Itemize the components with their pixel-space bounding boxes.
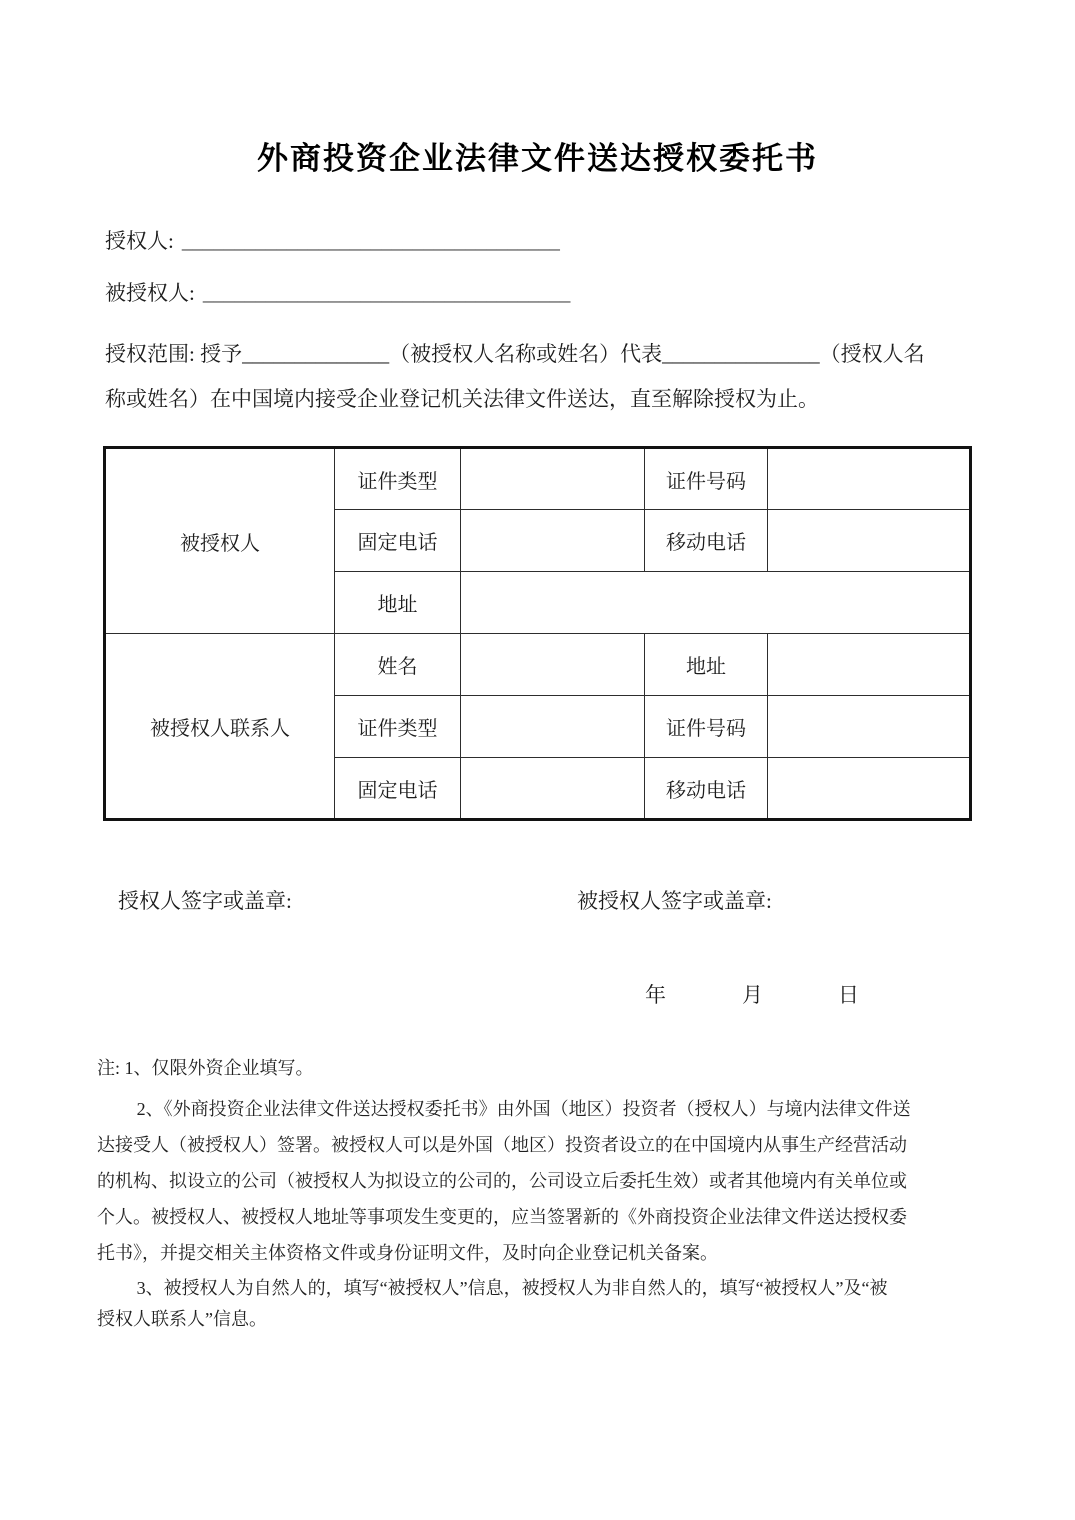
authorization-scope-paragraph [105, 332, 985, 422]
label-contact-id-type: 证件类型 [335, 696, 461, 758]
value-contact-landline-phone[interactable] [461, 758, 645, 820]
notes-section [0, 1051, 1075, 1335]
value-id-number[interactable] [768, 448, 971, 510]
value-landline-phone[interactable] [461, 510, 645, 572]
value-contact-id-number[interactable] [768, 696, 971, 758]
authorizer-blank-line[interactable]: ____________________________________ [181, 229, 560, 253]
value-contact-name[interactable] [461, 634, 645, 696]
note-line: 达接受人（被授权人）签署。被授权人可以是外国（地区）投资者设立的在中国境内从事生产经营活动 [97, 1135, 907, 1155]
authorizer-signature-label: 授权人签字或盖章: [118, 889, 292, 913]
value-contact-id-type[interactable] [461, 696, 645, 758]
authorized-person-label: 被授权人: [105, 281, 195, 305]
value-mobile-phone[interactable] [768, 510, 971, 572]
authorized-signature-label: 被授权人签字或盖章: [577, 889, 772, 913]
note-line: 注: 1、仅限外资企业填写。 [97, 1058, 314, 1078]
label-contact-mobile-phone: 移动电话 [645, 758, 768, 820]
section-header-contact-person: 被授权人联系人 [105, 634, 335, 820]
scope-line-1: 授权范围: 授予______________（被授权人名称或姓名）代表_______________（授权人名 [105, 342, 925, 366]
date-month-label: 月 [742, 983, 763, 1007]
table-row [105, 634, 971, 696]
date-day-label: 日 [838, 983, 859, 1007]
label-address: 地址 [335, 572, 461, 634]
label-contact-address: 地址 [645, 634, 768, 696]
value-contact-address[interactable] [768, 634, 971, 696]
intro-section [0, 228, 1075, 422]
value-id-type[interactable] [461, 448, 645, 510]
label-id-type: 证件类型 [335, 448, 461, 510]
authorizer-field [105, 228, 985, 255]
label-id-number: 证件号码 [645, 448, 768, 510]
table-row [105, 448, 971, 510]
label-landline-phone: 固定电话 [335, 510, 461, 572]
authorizer-label: 授权人: [105, 229, 174, 253]
authorized-person-blank-line[interactable]: ___________________________________ [202, 281, 571, 305]
date-year-label: 年 [645, 983, 666, 1007]
authorized-person-field [105, 280, 985, 307]
value-address[interactable] [461, 572, 971, 634]
authorized-person-info-table [103, 446, 972, 821]
note-line: 授权人联系人”信息。 [97, 1309, 267, 1329]
label-mobile-phone: 移动电话 [645, 510, 768, 572]
signature-section [0, 885, 1075, 915]
note-line: 个人。被授权人、被授权人地址等事项发生变更的，应当签署新的《外商投资企业法律文件送达授权委 [97, 1207, 907, 1227]
value-contact-mobile-phone[interactable] [768, 758, 971, 820]
label-contact-landline-phone: 固定电话 [335, 758, 461, 820]
date-line [0, 979, 1075, 1009]
note-line: 的机构、拟设立的公司（被授权人为拟设立的公司的，公司设立后委托生效）或者其他境内有关单位或 [97, 1171, 907, 1191]
label-contact-name: 姓名 [335, 634, 461, 696]
note-line: 托书》，并提交相关主体资格文件或身份证明文件，及时向企业登记机关备案。 [97, 1243, 718, 1263]
document-title: 外商投资企业法律文件送达授权委托书 [257, 141, 818, 176]
label-contact-id-number: 证件号码 [645, 696, 768, 758]
note-line: 2、《外商投资企业法律文件送达授权委托书》由外国（地区）投资者（授权人）与境内法律文件送 [136, 1099, 911, 1119]
scope-line-2: 称或姓名）在中国境内接受企业登记机关法律文件送达，直至解除授权为止。 [105, 387, 819, 411]
section-header-authorized-person: 被授权人 [105, 448, 335, 634]
note-line: 3、被授权人为自然人的，填写“被授权人”信息，被授权人为非自然人的，填写“被授权人”及“被 [136, 1278, 888, 1298]
